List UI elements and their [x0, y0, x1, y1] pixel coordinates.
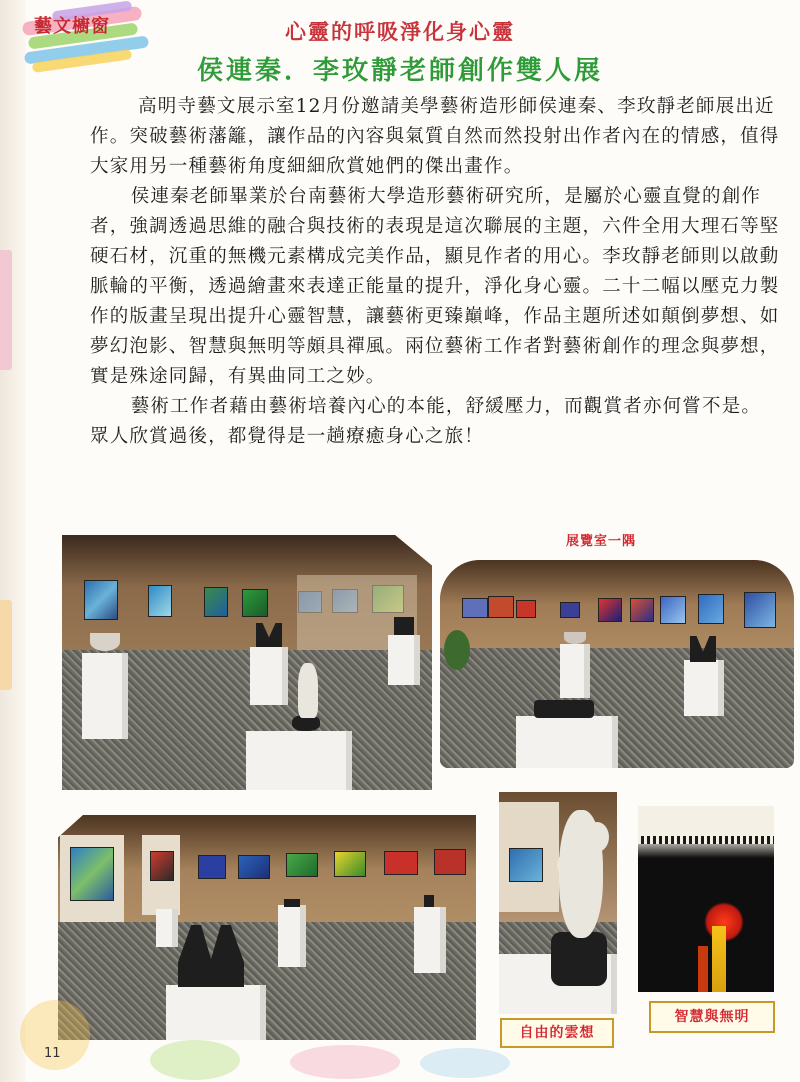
binding-tab: [0, 600, 12, 690]
gallery-photo-bottom: [58, 815, 476, 1040]
page-number: 11: [44, 1046, 61, 1061]
pedestal: [250, 647, 288, 705]
binding-tab: [0, 250, 12, 370]
decorative-splash: [150, 1040, 240, 1080]
painting-caption: 智慧與無明: [649, 1001, 775, 1033]
pedestal: [246, 731, 352, 790]
pedestal: [684, 660, 724, 716]
gallery-photo-wide: [62, 535, 432, 790]
pedestal: [156, 909, 178, 947]
paragraph: 藝術工作者藉由藝術培養內心的本能，舒緩壓力，而觀賞者亦何嘗不是。眾人欣賞過後，都覺得是一趟療癒身心之旅！: [90, 396, 762, 447]
article-title: 侯連秦．李玫靜老師創作雙人展: [196, 56, 603, 86]
gallery-photo-right: [440, 560, 794, 768]
article-body: [90, 92, 780, 452]
pedestal: [166, 985, 266, 1040]
painting-photo: [638, 806, 774, 992]
sculpture-caption: 自由的雲想: [500, 1018, 614, 1048]
photo-caption: 展覽室一隅: [566, 534, 637, 549]
sculpture-photo: [499, 792, 617, 1014]
pedestal: [560, 644, 590, 698]
pedestal: [414, 907, 446, 973]
paragraph: 高明寺藝文展示室12月份邀請美學藝術造形師侯連秦、李玫靜老師展出近作。突破藝術藩籬，讓作品的內容與氣質自然而然投射出作者內在的情感，值得大家用另一種藝術角度細細欣賞她們的傑出畫作。: [90, 96, 780, 177]
decorative-splash: [290, 1045, 400, 1079]
section-label: 藝文櫥窗: [34, 16, 110, 37]
pedestal: [82, 653, 128, 739]
decorative-splash: [420, 1048, 510, 1078]
pedestal: [278, 905, 306, 967]
pedestal: [388, 635, 420, 685]
page-binding-strip: [0, 0, 26, 1082]
pedestal: [516, 716, 618, 768]
paragraph: 侯連秦老師畢業於台南藝術大學造形藝術研究所，是屬於心靈直覺的創作者，強調透過思維的融合與技術的表現是這次聯展的主題，六件全用大理石等堅硬石材，沉重的無機元素構成完美作品，顯見作者的用心。李玫靜老師則以啟動脈輪的平衡，透過繪畫來表達正能量的提升，淨化身心靈。二十二幅以壓克力製作的版畫呈現出提升心靈智慧，讓藝術更臻巔峰，作品主題所述如顛倒夢想、如夢幻泡影、智慧與無明等頗具禪風。兩位藝術工作者對藝術創作的理念與夢想，實是殊途同歸，有異曲同工之妙。: [90, 186, 780, 387]
article-subtitle: 心靈的呼吸淨化身心靈: [285, 20, 515, 44]
